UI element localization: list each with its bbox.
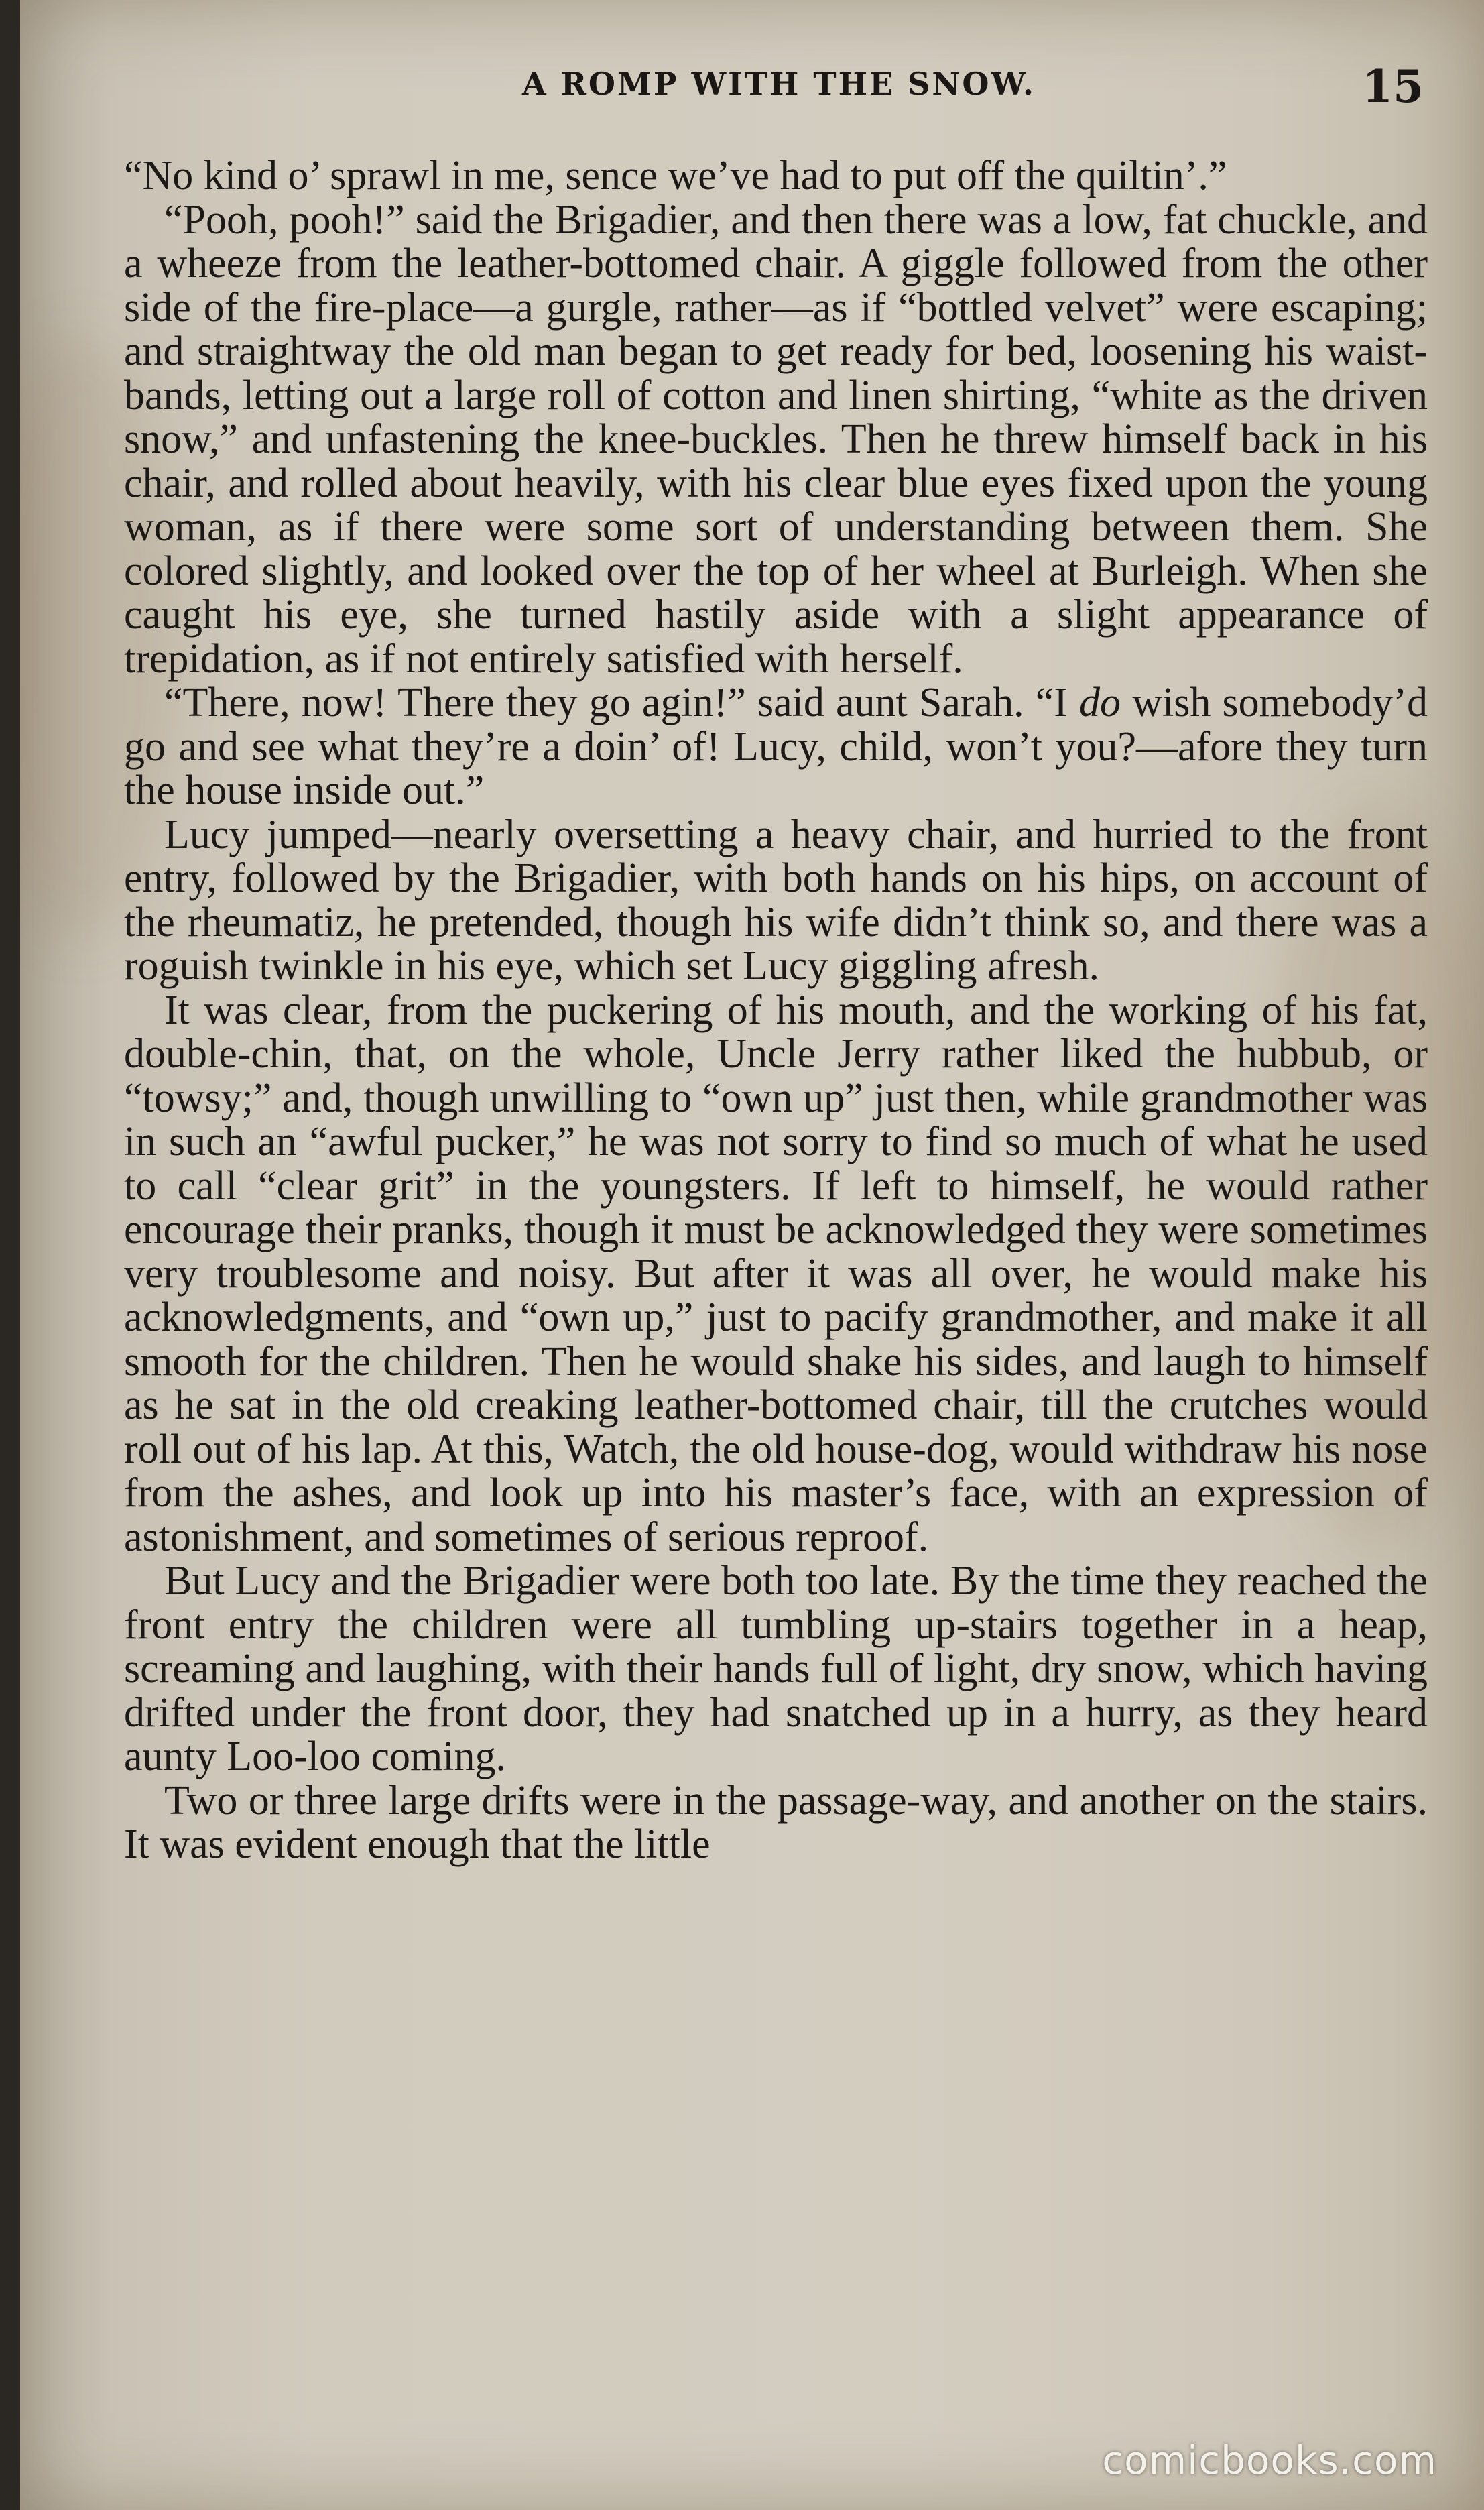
page-number: 15 [1362, 60, 1424, 113]
paragraph: “No kind o’ sprawl in me, sence we’ve had to put off the quiltin’.” [124, 153, 1227, 198]
paragraph: Lucy jumped—nearly oversetting a heavy chair, and hurried to the front entry, followed by the Brigadier, with both hands on his hips, on account of the rheumatiz, he pretended, though his wife didn’t think so, and there was a roguish twinkle in his eye, which set Lucy giggling afresh. [124, 811, 1428, 989]
paragraph [124, 681, 1428, 813]
paragraph: “Pooh, pooh!” said the Brigadier, and then there was a low, fat chuckle, and a wheeze from the leather-bottomed chair. A giggle followed from the other side of the fire-place—a gurgle, rather—as if “bottled velvet” were escaping; and straightway the old man began to get ready for bed, loosening his waist-bands, letting out a large roll of cotton and linen shirting, “white as the driven snow,” and unfastening the knee-buckles. Then he threw himself back in his chair, and rolled about heavily, with his clear blue eyes fixed upon the young woman, as if there were some sort of understanding between them. She colored slightly, and looked over the top of her wheel at Burleigh. When she caught his eye, she turned hastily aside with a slight appearance of trepidation, as if not entirely satisfied with herself. [124, 196, 1428, 682]
paragraph: Two or three large drifts were in the passage-way, and another on the stairs. It was evident enough that the little [124, 1777, 1428, 1867]
watermark: comicbooks.com [1102, 2438, 1437, 2483]
body-text [124, 154, 1428, 1867]
paragraph: But Lucy and the Brigadier were both too late. By the time they reached the front entry the children were all tumbling up-stairs together in a heap, screaming and laughing, with their hands full of light, dry snow, which having drifted under the front door, they had snatched up in a hurry, as they heard aunty Loo-loo coming. [124, 1558, 1428, 1779]
running-head [114, 60, 1444, 114]
emphasized-word: do [1079, 680, 1121, 725]
book-page [20, 0, 1484, 2510]
text-run: “There, now! There they go agin!” said aunt Sarah. “I [164, 680, 1080, 725]
text-run: wish somebody’d go and see what they’re a doin’ of! Lucy, child, won’t you?—afore they turn the house inside out.” [124, 680, 1428, 813]
running-title: A ROMP WITH THE SNOW. [521, 66, 1036, 102]
paragraph: It was clear, from the puckering of his mouth, and the working of his fat, double-chin, that, on the whole, Uncle Jerry rather liked the hubbub, or “towsy;” and, though unwilling to “own up” just then, while grandmother was in such an “awful pucker,” he was not sorry to find so much of what he used to call “clear grit” in the youngsters. If left to himself, he would rather encourage their pranks, though it must be acknowledged they were sometimes very troublesome and noisy. But after it was all over, he would make his acknowledgments, and “own up,” just to pacify grandmother, and make it all smooth for the children. Then he would shake his sides, and laugh to himself as he sat in the old creaking leather-bottomed chair, till the crutches would roll out of his lap. At this, Watch, the old house-dog, would withdraw his nose from the ashes, and look up into his master’s face, with an expression of astonishment, and sometimes of serious reproof. [124, 987, 1428, 1560]
